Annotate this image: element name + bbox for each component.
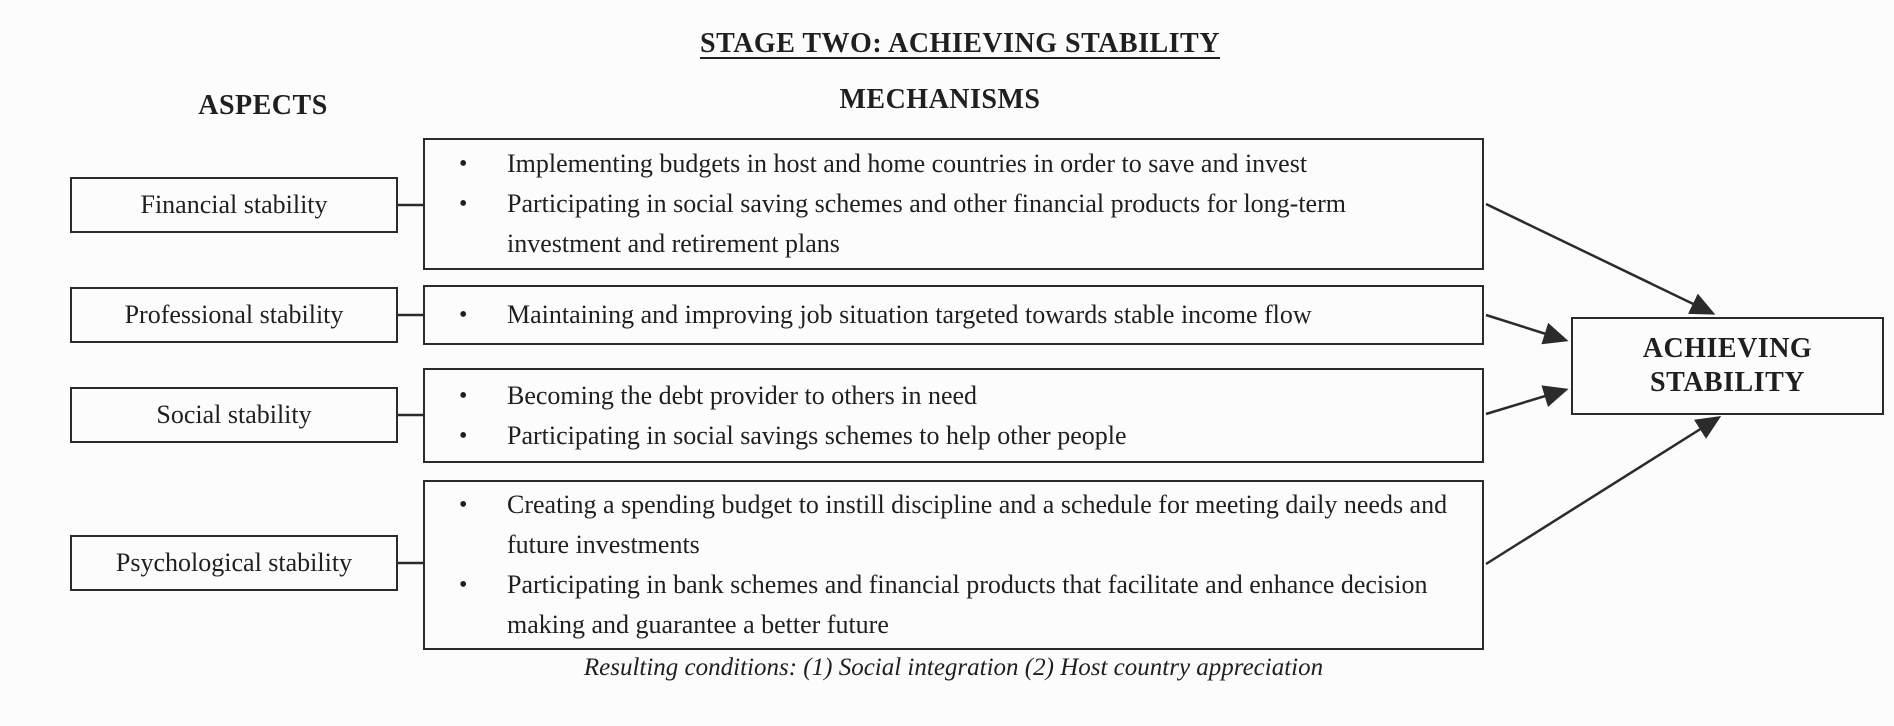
mechanism-item	[425, 184, 1482, 264]
aspect-label: Social stability	[156, 400, 312, 429]
mechanism-box-psychological	[423, 480, 1484, 650]
arrow-financial-to-outcome	[1486, 204, 1712, 313]
bullet-icon: •	[459, 151, 468, 177]
aspects-column-header: ASPECTS	[198, 90, 328, 121]
bullet-icon: •	[459, 302, 468, 328]
bullet-icon: •	[459, 382, 468, 409]
diagram-title: STAGE TWO: ACHIEVING STABILITY	[700, 28, 1220, 59]
mechanism-text: Implementing budgets in host and home countries in order to save and invest	[507, 149, 1308, 178]
mechanism-box-social	[423, 368, 1484, 463]
bullet-icon: •	[459, 191, 468, 217]
aspect-label: Financial stability	[140, 190, 328, 219]
mechanism-item	[425, 295, 1482, 335]
mechanism-text: Participating in bank schemes and financial products that facilitate and enhance decision making and guarantee a better future	[507, 570, 1428, 639]
arrow-social-to-outcome	[1486, 390, 1565, 414]
mechanism-box-financial	[423, 138, 1484, 270]
aspect-box-professional-stability	[70, 287, 398, 343]
aspect-box-financial-stability	[70, 177, 398, 233]
outcome-label: ACHIEVING STABILITY	[1642, 333, 1813, 398]
mechanism-item	[425, 376, 1482, 416]
outcome-box-achieving-stability	[1571, 317, 1884, 415]
mechanism-text: Creating a spending budget to instill discipline and a schedule for meeting daily needs and future investments	[507, 490, 1448, 559]
mechanism-text: Participating in social savings schemes to help other people	[507, 420, 1127, 450]
aspect-label: Professional stability	[124, 300, 344, 329]
resulting-conditions-caption: Resulting conditions: (1) Social integration (2) Host country appreciation	[583, 654, 1324, 681]
mechanism-item	[425, 416, 1482, 456]
mechanism-box-professional	[423, 285, 1484, 345]
bullet-icon: •	[459, 422, 468, 449]
mechanism-item	[425, 144, 1482, 184]
mechanism-text: Participating in social saving schemes and other financial products for long-term investment and retirement plans	[507, 189, 1346, 258]
bullet-icon: •	[459, 572, 468, 598]
mechanism-item	[425, 565, 1482, 645]
arrow-professional-to-outcome	[1486, 315, 1565, 340]
arrow-psychological-to-outcome	[1486, 418, 1718, 564]
aspect-box-psychological-stability	[70, 535, 398, 591]
aspect-box-social-stability	[70, 387, 398, 443]
bullet-icon: •	[459, 492, 468, 518]
mechanism-text: Becoming the debt provider to others in need	[507, 380, 978, 410]
mechanism-text: Maintaining and improving job situation targeted towards stable income flow	[507, 300, 1312, 329]
mechanisms-column-header: MECHANISMS	[839, 84, 1041, 115]
mechanism-item	[425, 485, 1482, 565]
aspect-label: Psychological stability	[115, 548, 353, 577]
